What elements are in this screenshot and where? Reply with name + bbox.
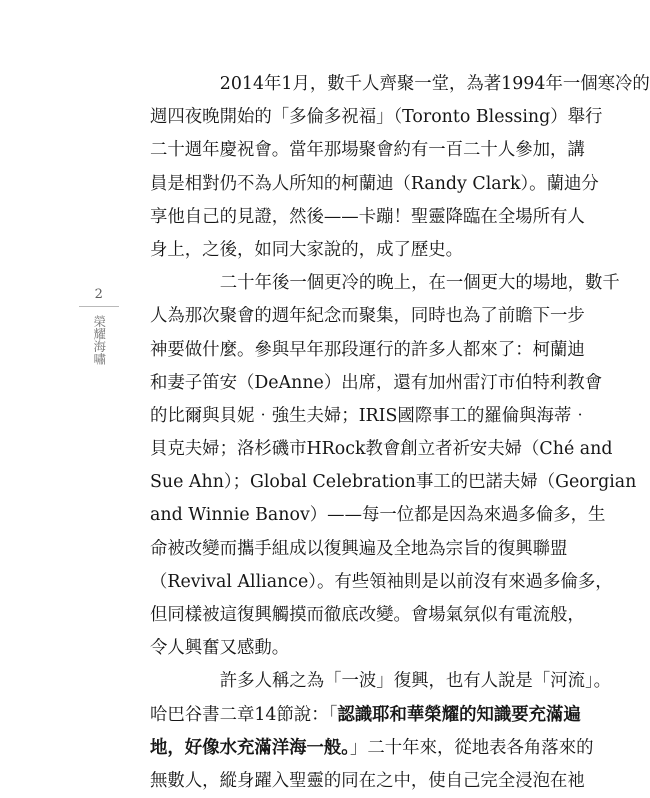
text-line: 二十週年慶祝會。當年那場聚會約有一百二十人參加，講 xyxy=(150,140,585,161)
text-line: Sue Ahn）；Global Celebration事工的巴諾夫婦（Georgian xyxy=(150,472,637,493)
text-line: 2014年1月，數千人齊聚一堂，為著1994年一個寒冷的 xyxy=(185,74,650,94)
page-margin-block xyxy=(78,287,120,369)
text-line: 但同樣被這復興觸摸而徹底改變。會場氣氛似有電流般， xyxy=(150,605,585,625)
text-line: 享他自己的見證，然後——卡蹦！聖靈降臨在全場所有人 xyxy=(150,206,585,227)
text-line: 二十年後一個更冷的晚上，在一個更大的場地，數千 xyxy=(185,273,620,294)
scripture-tail: 」二十年來，從地表各角落來的 xyxy=(350,737,594,758)
text-line: 貝克夫婦；洛杉磯市HRock教會創立者祈安夫婦（Ché and xyxy=(150,439,613,460)
text-line-scripture-open xyxy=(150,699,581,732)
text-line: 許多人稱之為「一波」復興，也有人說是「河流」。 xyxy=(185,671,612,692)
scripture-quote-part-1: 認識耶和華榮耀的知識要充滿遍 xyxy=(337,704,581,725)
page-number: 2 xyxy=(94,287,104,302)
text-line: and Winnie Banov）——每一位都是因為來過多倫多，生 xyxy=(150,505,606,526)
scripture-lead-in: 哈巴谷書二章14節說：「 xyxy=(150,704,338,725)
text-line-scripture-close xyxy=(150,732,594,765)
text-line: 員是相對仍不為人所知的柯蘭迪（Randy Clark）。蘭迪分 xyxy=(150,173,599,194)
running-head-vertical: 榮耀海嘯 xyxy=(91,315,107,365)
text-line: 命被改變而攜手組成以復興遍及全地為宗旨的復興聯盟 xyxy=(150,538,568,559)
body-text-column xyxy=(150,68,650,798)
text-line: 令人興奮又感動。 xyxy=(150,638,290,659)
folio-divider xyxy=(79,306,119,307)
text-line: 人為那次聚會的週年紀念而聚集，同時也為了前瞻下一步 xyxy=(150,306,585,327)
text-line: 無數人，縱身躍入聖靈的同在之中，使自己完全浸泡在祂 xyxy=(150,770,585,791)
text-line: 神要做什麼。參與早年那段運行的許多人都來了：柯蘭迪 xyxy=(150,339,585,360)
text-line: 和妻子笛安（DeAnne）出席，還有加州雷汀市伯特利教會 xyxy=(150,372,603,393)
text-line: 週四夜晚開始的「多倫多祝福」（Toronto Blessing）舉行 xyxy=(150,107,603,128)
text-line: （Revival Alliance）。有些領袖則是以前沒有來過多倫多， xyxy=(150,571,613,592)
text-line: 身上，之後，如同大家說的，成了歷史。 xyxy=(150,239,464,260)
scripture-quote-part-2: 地，好像水充滿洋海一般。 xyxy=(150,737,350,758)
text-line: 的比爾與貝妮‧強生夫婦；IRIS國際事工的羅倫與海蒂‧ xyxy=(150,405,589,426)
